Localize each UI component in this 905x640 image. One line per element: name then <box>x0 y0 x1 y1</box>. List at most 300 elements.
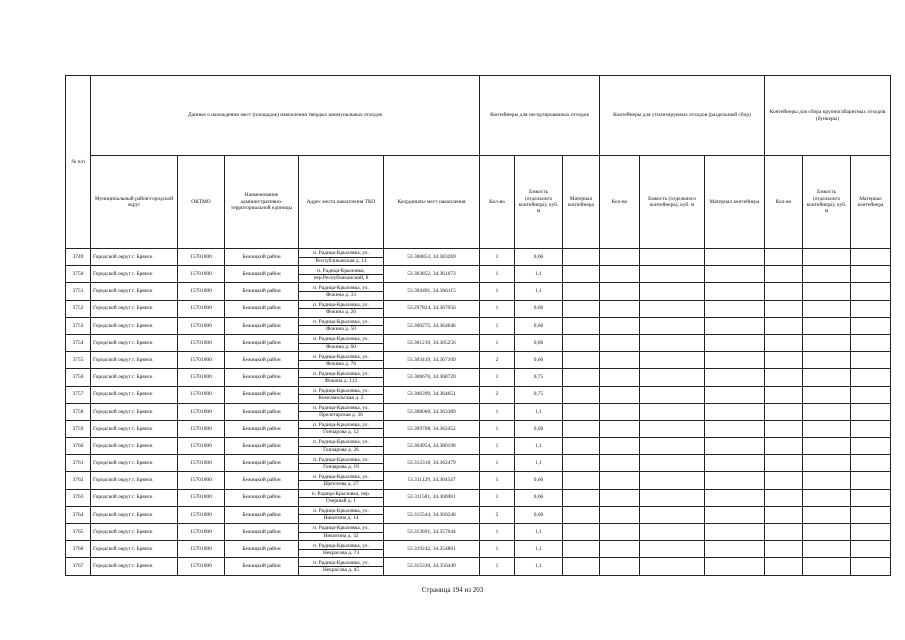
cell-bulky-material <box>851 283 891 300</box>
table-row <box>66 506 891 523</box>
cell-material <box>563 524 600 541</box>
cell-bulky-material <box>851 541 891 558</box>
col-unsorted-material: Материал контейнера <box>563 156 600 249</box>
cell-municipality: Городской округ г. Брянск <box>91 541 178 558</box>
cell-capacity: 0,66 <box>515 506 563 523</box>
cell-material <box>563 249 600 266</box>
cell-coords: 53.315330, 34.356449 <box>384 558 480 575</box>
cell-count: 1 <box>480 403 515 420</box>
cell-municipality: Городской округ г. Брянск <box>91 455 178 472</box>
table-row <box>66 283 891 300</box>
cell-bulky-count <box>765 249 803 266</box>
cell-material <box>563 472 600 489</box>
cell-address <box>299 472 384 489</box>
cell-recycled-material <box>705 369 765 386</box>
table-row <box>66 334 891 351</box>
cell-municipality: Городской округ г. Брянск <box>91 558 178 575</box>
cell-recycled-material <box>705 283 765 300</box>
cell-material <box>563 283 600 300</box>
table-row <box>66 369 891 386</box>
cell-recycled-capacity <box>640 558 705 575</box>
cell-bulky-count <box>765 489 803 506</box>
cell-bulky-capacity <box>803 455 851 472</box>
cell-material <box>563 489 600 506</box>
table-body <box>66 249 891 576</box>
cell-address <box>299 249 384 266</box>
cell-recycled-count <box>600 283 640 300</box>
table-row <box>66 541 891 558</box>
cell-number: 3753 <box>66 317 91 334</box>
cell-bulky-capacity <box>803 438 851 455</box>
address-line-2: Никитина д. 14 <box>299 514 383 521</box>
cell-bulky-capacity <box>803 352 851 369</box>
table-row <box>66 489 891 506</box>
cell-address <box>299 334 384 351</box>
table-row <box>66 266 891 283</box>
cell-bulky-capacity <box>803 420 851 437</box>
cell-material <box>563 300 600 317</box>
cell-bulky-material <box>851 386 891 403</box>
cell-recycled-capacity <box>640 524 705 541</box>
cell-oktmo: 15701000 <box>178 420 225 437</box>
cell-recycled-count <box>600 334 640 351</box>
cell-count: 1 <box>480 558 515 575</box>
cell-bulky-material <box>851 472 891 489</box>
cell-bulky-capacity <box>803 266 851 283</box>
address-line-2: Фокина д. 112 <box>299 377 383 384</box>
cell-coords: 53.311581, 34.366981 <box>384 489 480 506</box>
cell-count: 1 <box>480 334 515 351</box>
cell-municipality: Городской округ г. Брянск <box>91 524 178 541</box>
cell-municipality: Городской округ г. Брянск <box>91 438 178 455</box>
cell-recycled-count <box>600 403 640 420</box>
cell-recycled-capacity <box>640 438 705 455</box>
cell-count: 1 <box>480 438 515 455</box>
cell-address <box>299 455 384 472</box>
address-line-2: Фокина д. 78 <box>299 360 383 367</box>
cell-oktmo: 15701000 <box>178 506 225 523</box>
cell-bulky-capacity <box>803 472 851 489</box>
cell-number: 3761 <box>66 455 91 472</box>
cell-admin-unit: Бежицкий район <box>225 506 299 523</box>
cell-admin-unit: Бежицкий район <box>225 300 299 317</box>
cell-number: 3759 <box>66 420 91 437</box>
cell-bulky-capacity <box>803 300 851 317</box>
cell-address <box>299 506 384 523</box>
cell-bulky-count <box>765 334 803 351</box>
cell-material <box>563 506 600 523</box>
cell-municipality: Городской округ г. Брянск <box>91 403 178 420</box>
cell-coords: 53.304954, 34.380198 <box>384 438 480 455</box>
cell-recycled-count <box>600 300 640 317</box>
cell-admin-unit: Бежицкий район <box>225 524 299 541</box>
cell-capacity: 1,1 <box>515 283 563 300</box>
cell-number: 3757 <box>66 386 91 403</box>
cell-admin-unit: Бежицкий район <box>225 317 299 334</box>
address-line-2: Республиканская д. 14 <box>299 257 383 264</box>
cell-recycled-capacity <box>640 386 705 403</box>
cell-recycled-capacity <box>640 403 705 420</box>
cell-material <box>563 266 600 283</box>
cell-bulky-count <box>765 266 803 283</box>
address-line-1: п. Радица-Крыловка, ул. <box>313 284 369 291</box>
cell-bulky-capacity <box>803 317 851 334</box>
cell-count: 1 <box>480 249 515 266</box>
table-row <box>66 455 891 472</box>
cell-count: 1 <box>480 420 515 437</box>
cell-recycled-capacity <box>640 317 705 334</box>
cell-recycled-capacity <box>640 455 705 472</box>
col-bulky-capacity: Емкость (отдельного контейнера), куб. м <box>803 156 851 249</box>
cell-recycled-count <box>600 558 640 575</box>
cell-bulky-count <box>765 438 803 455</box>
cell-admin-unit: Бежицкий район <box>225 266 299 283</box>
address-line-1: п. Радица-Крыловка, <box>317 267 365 274</box>
cell-recycled-material <box>705 472 765 489</box>
cell-recycled-capacity <box>640 266 705 283</box>
address-line-1: п. Радица-Крыловка, ул. <box>313 301 369 308</box>
cell-capacity: 0,75 <box>515 369 563 386</box>
cell-address <box>299 317 384 334</box>
cell-coords: 53.306670, 34.368720 <box>384 369 480 386</box>
cell-number: 3755 <box>66 352 91 369</box>
address-line-1: п. Радица-Крыловка, ул. <box>313 525 369 532</box>
cell-number: 3752 <box>66 300 91 317</box>
cell-bulky-count <box>765 455 803 472</box>
cell-count: 1 <box>480 369 515 386</box>
cell-number: 3758 <box>66 403 91 420</box>
col-unsorted-count: Кол-во <box>480 156 515 249</box>
cell-recycled-capacity <box>640 249 705 266</box>
cell-recycled-material <box>705 403 765 420</box>
cell-coords: 53.297824, 34.367056 <box>384 300 480 317</box>
address-line-2: пер.Республиканский, 8 <box>299 274 383 281</box>
cell-number: 3764 <box>66 506 91 523</box>
cell-count: 1 <box>480 455 515 472</box>
cell-bulky-capacity <box>803 403 851 420</box>
cell-coords: 53.306399, 34.364651 <box>384 386 480 403</box>
cell-recycled-capacity <box>640 506 705 523</box>
cell-oktmo: 15701000 <box>178 524 225 541</box>
table-row <box>66 352 891 369</box>
cell-bulky-count <box>765 403 803 420</box>
cell-recycled-count <box>600 541 640 558</box>
cell-municipality: Городской округ г. Брянск <box>91 317 178 334</box>
cell-capacity: 0,66 <box>515 334 563 351</box>
cell-bulky-material <box>851 317 891 334</box>
cell-material <box>563 541 600 558</box>
cell-coords: 53.300275, 34.364646 <box>384 317 480 334</box>
cell-admin-unit: Бежицкий район <box>225 334 299 351</box>
page-number: Страница 194 из 203 <box>421 586 484 594</box>
cell-admin-unit: Бежицкий район <box>225 489 299 506</box>
cell-bulky-count <box>765 541 803 558</box>
cell-bulky-capacity <box>803 283 851 300</box>
table-row <box>66 403 891 420</box>
table-row <box>66 249 891 266</box>
cell-bulky-count <box>765 472 803 489</box>
cell-number: 3762 <box>66 472 91 489</box>
address-line-2: Фокина д. 33 <box>299 291 383 298</box>
cell-recycled-material <box>705 266 765 283</box>
cell-admin-unit: Бежицкий район <box>225 369 299 386</box>
cell-bulky-material <box>851 300 891 317</box>
cell-admin-unit: Бежицкий район <box>225 386 299 403</box>
cell-bulky-count <box>765 420 803 437</box>
address-line-1: п. Радица-Крыловка, ул. <box>313 405 369 412</box>
cell-admin-unit: Бежицкий район <box>225 352 299 369</box>
cell-recycled-material <box>705 334 765 351</box>
cell-coords: 53.315544, 34.360246 <box>384 506 480 523</box>
cell-municipality: Городской округ г. Брянск <box>91 489 178 506</box>
cell-bulky-count <box>765 524 803 541</box>
cell-oktmo: 15701000 <box>178 369 225 386</box>
group-recycled: Контейнеры для утилизируемых отходов (раздельный сбор) <box>600 76 765 156</box>
cell-oktmo: 15701000 <box>178 300 225 317</box>
address-line-1: п. Радица-Крыловка, ул. <box>313 336 369 343</box>
col-recycled-capacity: Емкость (отдельного контейнера), куб. м <box>640 156 705 249</box>
cell-address <box>299 266 384 283</box>
cell-recycled-capacity <box>640 472 705 489</box>
cell-recycled-material <box>705 438 765 455</box>
cell-recycled-count <box>600 369 640 386</box>
col-coords: Координаты мест накопления <box>384 156 480 249</box>
cell-bulky-count <box>765 300 803 317</box>
cell-address <box>299 541 384 558</box>
cell-municipality: Городской округ г. Брянск <box>91 300 178 317</box>
table-row <box>66 438 891 455</box>
cell-material <box>563 420 600 437</box>
cell-bulky-capacity <box>803 386 851 403</box>
col-unsorted-capacity: Емкость (отдельного контейнера), куб. м <box>515 156 563 249</box>
cell-number: 3763 <box>66 489 91 506</box>
cell-bulky-count <box>765 369 803 386</box>
cell-number: 3750 <box>66 266 91 283</box>
cell-recycled-material <box>705 317 765 334</box>
cell-admin-unit: Бежицкий район <box>225 249 299 266</box>
cell-admin-unit: Бежицкий район <box>225 558 299 575</box>
address-line-1: п. Радица-Крыловка, ул. <box>313 559 369 566</box>
cell-admin-unit: Бежицкий район <box>225 403 299 420</box>
table-row <box>66 420 891 437</box>
address-line-2: Некрасова д. 74 <box>299 549 383 556</box>
cell-admin-unit: Бежицкий район <box>225 283 299 300</box>
cell-coords: 53.319242, 34.354861 <box>384 541 480 558</box>
cell-capacity: 1,1 <box>515 455 563 472</box>
cell-recycled-count <box>600 524 640 541</box>
cell-material <box>563 455 600 472</box>
cell-recycled-material <box>705 489 765 506</box>
cell-recycled-material <box>705 455 765 472</box>
address-line-1: п. Радица-Крыловка, ул. <box>313 456 369 463</box>
cell-count: 1 <box>480 266 515 283</box>
cell-number: 3765 <box>66 524 91 541</box>
address-line-2: Фокина д. 60 <box>299 343 383 350</box>
cell-bulky-capacity <box>803 506 851 523</box>
cell-count: 1 <box>480 472 515 489</box>
cell-bulky-material <box>851 558 891 575</box>
cell-recycled-capacity <box>640 283 705 300</box>
cell-bulky-count <box>765 352 803 369</box>
table-row <box>66 524 891 541</box>
cell-bulky-count <box>765 386 803 403</box>
cell-number: 3749 <box>66 249 91 266</box>
col-number: № п/п <box>66 76 91 249</box>
cell-oktmo: 15701000 <box>178 283 225 300</box>
cell-bulky-material <box>851 334 891 351</box>
cell-bulky-capacity <box>803 524 851 541</box>
cell-number: 3767 <box>66 558 91 575</box>
cell-coords: 53.311129, 34.364547 <box>384 472 480 489</box>
cell-oktmo: 15701000 <box>178 438 225 455</box>
address-line-2: Гончарова д. 19 <box>299 463 383 470</box>
cell-bulky-material <box>851 524 891 541</box>
address-line-1: п. Радица-Крыловка, ул. <box>313 473 369 480</box>
group-location: Данные о нахождении мест (площадок) накопления твердых коммунальных отходов <box>91 76 480 156</box>
cell-recycled-capacity <box>640 420 705 437</box>
cell-oktmo: 15701000 <box>178 558 225 575</box>
cell-recycled-capacity <box>640 300 705 317</box>
cell-bulky-material <box>851 438 891 455</box>
cell-oktmo: 15701000 <box>178 352 225 369</box>
cell-count: 2 <box>480 386 515 403</box>
cell-bulky-capacity <box>803 369 851 386</box>
address-line-1: п. Радица-Крыловка, ул. <box>313 250 369 257</box>
cell-address <box>299 558 384 575</box>
address-line-2: Некрасова д. 45 <box>299 566 383 573</box>
cell-capacity: 0,66 <box>515 317 563 334</box>
cell-recycled-material <box>705 249 765 266</box>
cell-number: 3766 <box>66 541 91 558</box>
cell-count: 1 <box>480 541 515 558</box>
cell-bulky-count <box>765 558 803 575</box>
cell-recycled-count <box>600 489 640 506</box>
cell-capacity: 0,66 <box>515 249 563 266</box>
col-oktmo: ОКТМО <box>178 156 225 249</box>
cell-coords: 53.304491, 34.366115 <box>384 283 480 300</box>
cell-bulky-count <box>765 317 803 334</box>
cell-oktmo: 15701000 <box>178 541 225 558</box>
cell-bulky-material <box>851 369 891 386</box>
col-address: Адрес места накопления ТКО <box>299 156 384 249</box>
cell-recycled-count <box>600 266 640 283</box>
cell-material <box>563 558 600 575</box>
cell-municipality: Городской округ г. Брянск <box>91 369 178 386</box>
cell-capacity: 0,66 <box>515 420 563 437</box>
cell-municipality: Городской округ г. Брянск <box>91 352 178 369</box>
cell-material <box>563 334 600 351</box>
cell-bulky-material <box>851 489 891 506</box>
cell-bulky-capacity <box>803 334 851 351</box>
cell-admin-unit: Бежицкий район <box>225 420 299 437</box>
cell-capacity: 0,66 <box>515 352 563 369</box>
address-line-2: Фокина д. 50 <box>299 325 383 332</box>
address-line-2: Гончарова д. 26 <box>299 446 383 453</box>
cell-material <box>563 403 600 420</box>
address-line-2: Щепотева д. 27 <box>299 480 383 487</box>
cell-count: 1 <box>480 317 515 334</box>
cell-bulky-material <box>851 455 891 472</box>
cell-address <box>299 369 384 386</box>
address-line-2: Гончарова д. 12 <box>299 428 383 435</box>
cell-material <box>563 438 600 455</box>
col-recycled-material: Материал контейнера <box>705 156 765 249</box>
cell-address <box>299 489 384 506</box>
cell-address <box>299 420 384 437</box>
table-row <box>66 300 891 317</box>
address-line-1: п. Радица-Крыловка, ул. <box>313 353 369 360</box>
cell-capacity: 1,1 <box>515 266 563 283</box>
cell-material <box>563 352 600 369</box>
cell-recycled-count <box>600 455 640 472</box>
cell-capacity: 0,66 <box>515 300 563 317</box>
cell-municipality: Городской округ г. Брянск <box>91 266 178 283</box>
cell-material <box>563 386 600 403</box>
cell-municipality: Городской округ г. Брянск <box>91 249 178 266</box>
cell-bulky-material <box>851 352 891 369</box>
cell-municipality: Городской округ г. Брянск <box>91 283 178 300</box>
address-line-1: п. Радица-Крыловка, ул. <box>313 422 369 429</box>
cell-recycled-count <box>600 472 640 489</box>
cell-count: 1 <box>480 489 515 506</box>
cell-coords: 53.301210, 34.365256 <box>384 334 480 351</box>
cell-recycled-count <box>600 249 640 266</box>
cell-oktmo: 15701000 <box>178 386 225 403</box>
cell-count: 2 <box>480 352 515 369</box>
address-line-1: п. Радица-Крыловка, ул. <box>313 439 369 446</box>
col-bulky-material: Материал контейнера <box>851 156 891 249</box>
address-line-1: п. Радица-Крыловка, пер. <box>311 491 371 498</box>
cell-recycled-capacity <box>640 369 705 386</box>
col-municipality: Муниципальный район\городской округ <box>91 156 178 249</box>
address-line-2: Никитина д. 32 <box>299 532 383 539</box>
cell-bulky-capacity <box>803 249 851 266</box>
cell-count: 1 <box>480 524 515 541</box>
cell-bulky-count <box>765 506 803 523</box>
cell-capacity: 0,66 <box>515 472 563 489</box>
cell-admin-unit: Бежицкий район <box>225 455 299 472</box>
address-line-1: п. Радица-Крыловка, ул. <box>313 542 369 549</box>
tko-register-table <box>65 75 891 576</box>
cell-oktmo: 15701000 <box>178 472 225 489</box>
address-line-1: п. Радица-Крыловка, ул. <box>313 370 369 377</box>
cell-recycled-material <box>705 352 765 369</box>
cell-admin-unit: Бежицкий район <box>225 541 299 558</box>
cell-coords: 53.308853, 34.383269 <box>384 249 480 266</box>
cell-recycled-material <box>705 506 765 523</box>
cell-bulky-count <box>765 283 803 300</box>
cell-address <box>299 283 384 300</box>
table-row <box>66 472 891 489</box>
cell-oktmo: 15701000 <box>178 455 225 472</box>
cell-count: 2 <box>480 506 515 523</box>
table-row <box>66 317 891 334</box>
cell-address <box>299 300 384 317</box>
cell-bulky-capacity <box>803 489 851 506</box>
cell-recycled-capacity <box>640 541 705 558</box>
cell-recycled-material <box>705 541 765 558</box>
cell-oktmo: 15701000 <box>178 403 225 420</box>
cell-municipality: Городской округ г. Брянск <box>91 386 178 403</box>
cell-oktmo: 15701000 <box>178 249 225 266</box>
cell-bulky-material <box>851 420 891 437</box>
cell-admin-unit: Бежицкий район <box>225 472 299 489</box>
cell-recycled-capacity <box>640 352 705 369</box>
address-line-1: п. Радица-Крыловка, ул. <box>313 508 369 515</box>
address-line-2: Фокина д. 26 <box>299 308 383 315</box>
cell-oktmo: 15701000 <box>178 489 225 506</box>
cell-address <box>299 524 384 541</box>
